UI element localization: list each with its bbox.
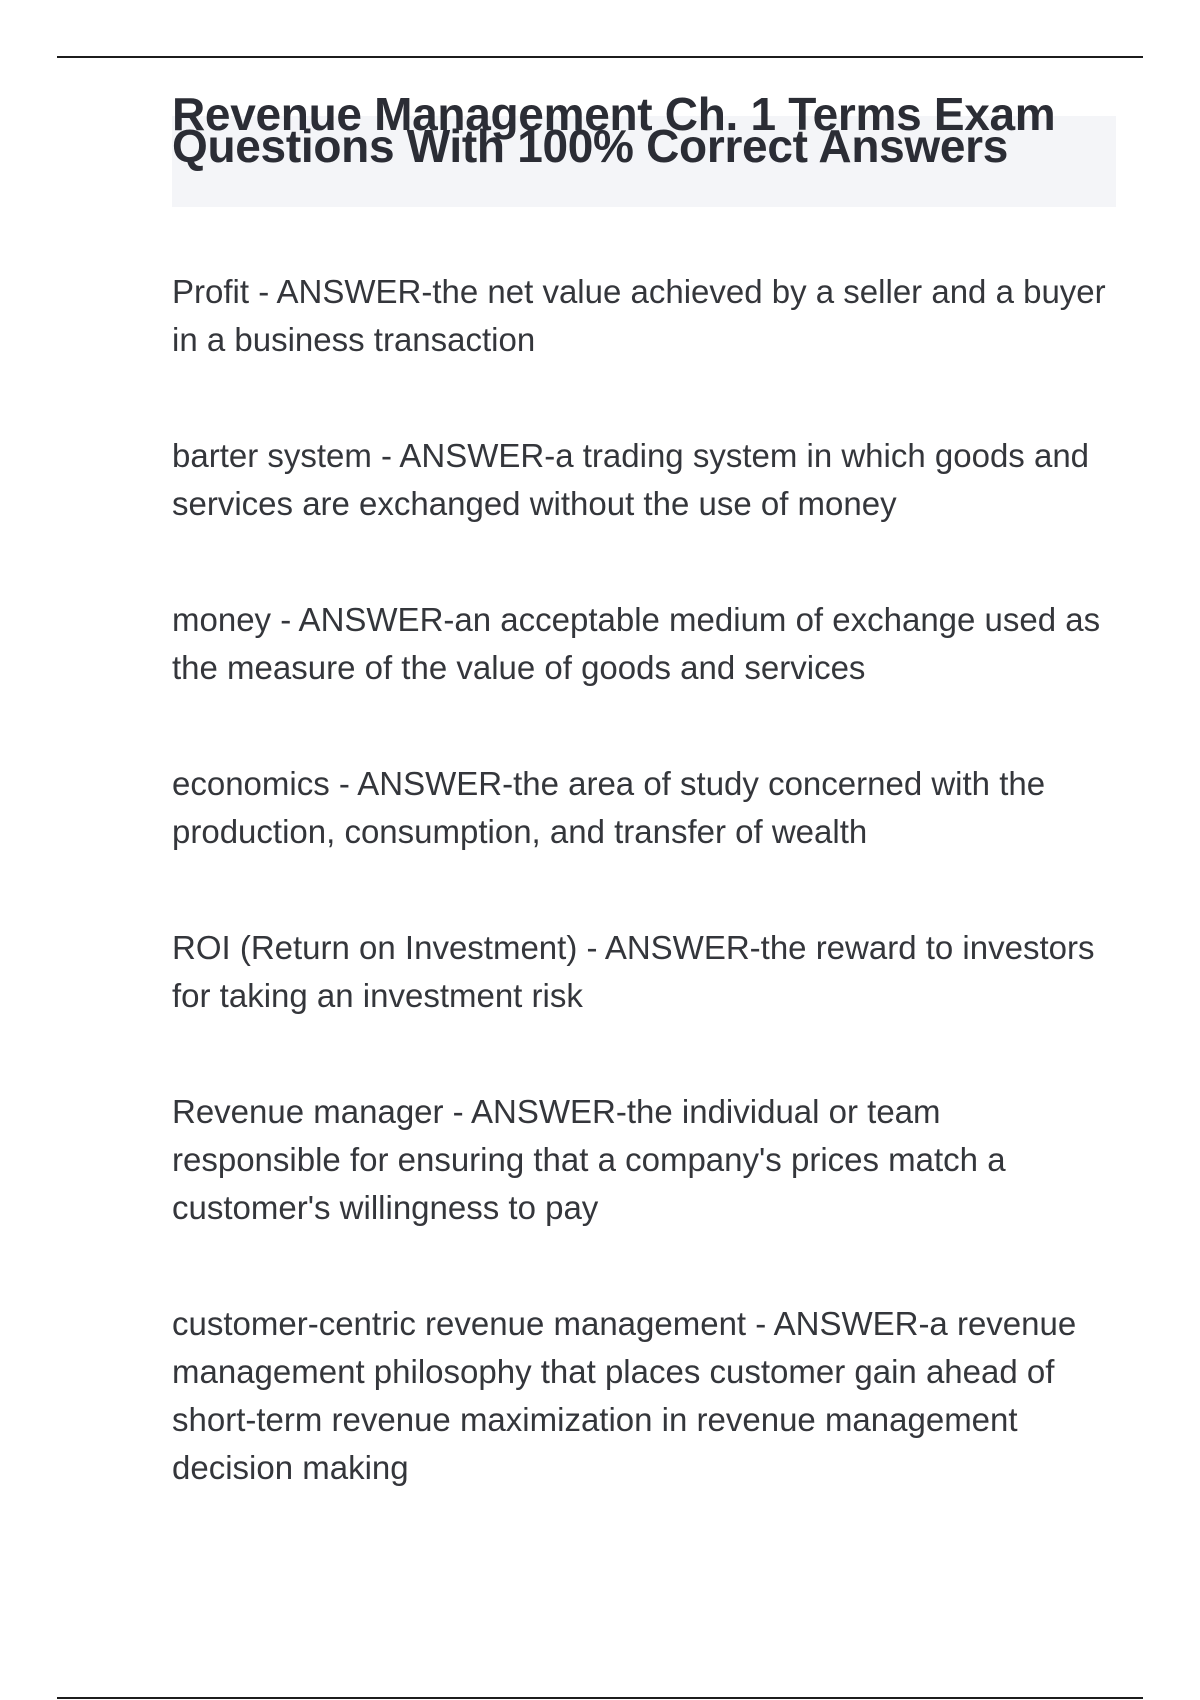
document-title: Revenue Management Ch. 1 Terms Exam Questions With 100% Correct Answers — [172, 88, 1056, 172]
term-entry-barter-system: barter system - ANSWER-a trading system in which goods and services are exchanged without the use of money — [172, 437, 1090, 522]
terms-list — [172, 268, 1116, 1492]
term-entry-economics: economics - ANSWER-the area of study concerned with the production, consumption, and transfer of wealth — [172, 765, 1046, 850]
term-entry-profit: Profit - ANSWER-the net value achieved by a seller and a buyer in a business transaction — [172, 273, 1106, 358]
bottom-rule — [57, 1697, 1143, 1699]
term-entry-customer-centric: customer-centric revenue management - ANSWER-a revenue management philosophy that places customer gain ahead of short-term revenue maximization in revenue management decision making — [172, 1305, 1077, 1486]
term-entry-money: money - ANSWER-an acceptable medium of exchange used as the measure of the value of goods and services — [172, 601, 1101, 686]
document-page — [172, 88, 1116, 1560]
top-rule — [57, 56, 1143, 58]
term-entry-roi: ROI (Return on Investment) - ANSWER-the reward to investors for taking an investment risk — [172, 929, 1095, 1014]
title-block — [172, 88, 1116, 210]
term-entry-revenue-manager: Revenue manager - ANSWER-the individual or team responsible for ensuring that a company's prices match a customer's willingness to pay — [172, 1093, 1006, 1226]
